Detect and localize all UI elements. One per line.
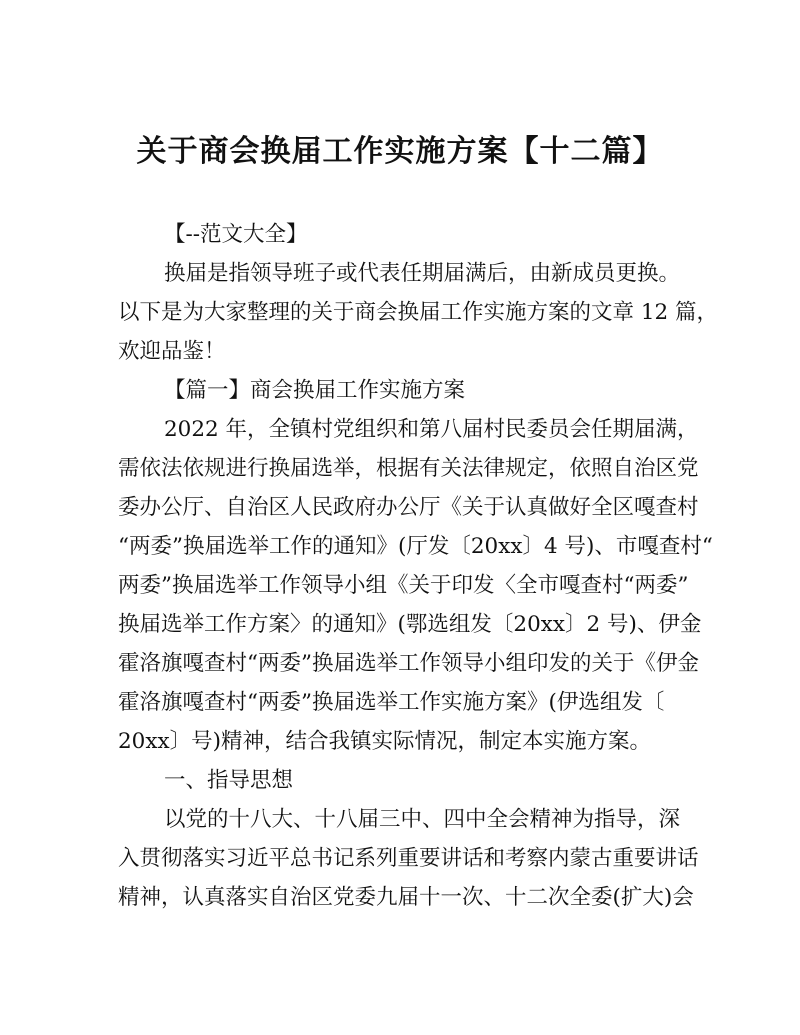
source-tag: 【--范文大全】 xyxy=(164,222,308,247)
paragraph-line: “两委”换届选举工作的通知》(厅发〔20xx〕4 号)、市嘎查村“ xyxy=(118,534,713,559)
section-heading: 【篇一】商会换届工作实施方案 xyxy=(164,378,466,403)
section-heading: 一、指导思想 xyxy=(164,768,294,793)
paragraph-line: 以党的十八大、十八届三中、四中全会精神为指导，深 xyxy=(164,807,681,832)
paragraph-line: 精神，认真落实自治区党委九届十一次、十二次全委(扩大)会 xyxy=(118,885,694,910)
paragraph-line: 委办公厅、自治区人民政府办公厅《关于认真做好全区嘎查村 xyxy=(118,495,699,520)
paragraph-line: 霍洛旗嘎查村“两委”换届选举工作实施方案》(伊选组发〔 xyxy=(118,690,665,715)
document-title: 关于商会换届工作实施方案【十二篇】 xyxy=(136,134,664,169)
paragraph-line: 2022 年，全镇村党组织和第八届村民委员会任期届满， xyxy=(164,417,699,442)
paragraph-line: 换届是指领导班子或代表任期届满后，由新成员更换。 xyxy=(164,261,681,286)
paragraph-line: 两委”换届选举工作领导小组《关于印发〈全市嘎查村“两委” xyxy=(118,573,689,598)
paragraph-line: 20xx〕号)精神，结合我镇实际情况，制定本实施方案。 xyxy=(118,729,651,754)
paragraph-line: 入贯彻落实习近平总书记系列重要讲话和考察内蒙古重要讲话 xyxy=(118,846,699,871)
paragraph-line: 换届选举工作方案〉的通知》(鄂选组发〔20xx〕2 号)、伊金 xyxy=(118,612,702,637)
paragraph-line: 需依法依规进行换届选举，根据有关法律规定，依照自治区党 xyxy=(118,456,699,481)
paragraph-line: 欢迎品鉴！ xyxy=(118,339,226,364)
paragraph-line: 霍洛旗嘎查村“两委”换届选举工作领导小组印发的关于《伊金 xyxy=(118,651,699,676)
paragraph-line: 以下是为大家整理的关于商会换届工作实施方案的文章 12 篇， xyxy=(118,300,719,325)
